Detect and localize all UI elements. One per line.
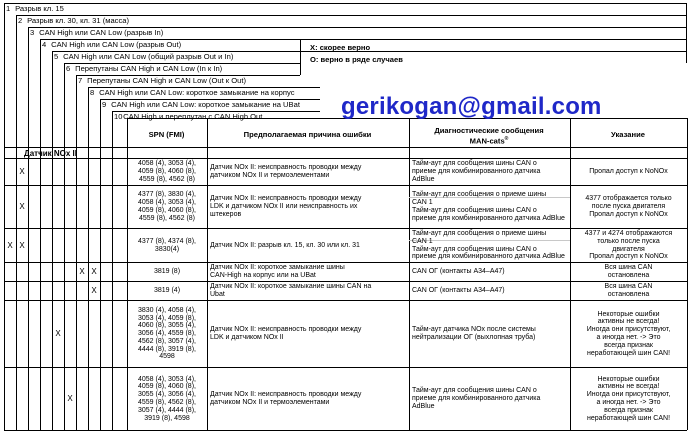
cause-cell: Датчик NOx II: неисправность проводки между датчиком NOx II и термоэлементами xyxy=(210,391,362,406)
spn-cell: 4058 (4), 3053 (4), 4059 (8), 4060 (8), 4559 (8), 4562 (8) xyxy=(138,160,196,183)
grid-line xyxy=(687,118,688,430)
fault-header-6 xyxy=(66,63,684,74)
cause-cell: Датчик NOx II: неисправность проводки между LDK и датчиком NOx II или неисправность их штекеров xyxy=(210,195,362,218)
spn-cell: 3830 (4), 4058 (4), 3053 (4), 4059 (8), 4060 (8), 3055 (4), 3056 (4), 4559 (8), 4562 (8), 3057 (4), 4444 (8), 3919 (8), 4598 xyxy=(138,306,196,361)
fault-header-number: 9 xyxy=(102,100,107,109)
fault-header-text: Разрыв кл. 30, кл. 31 (масса) xyxy=(25,16,130,25)
note-cell: Некоторые ошибки активны не всегда! Иногда они присутствуют, а иногда нет. -> Это всегда признак неработающей шин CAN! xyxy=(586,375,671,422)
fault-header-text: CAN High или CAN Low (общий разрыв Out и In) xyxy=(61,52,234,61)
note-cell: Вся шина CAN остановлена xyxy=(604,283,653,298)
fault-header-text: CAN High или CAN Low (разрыв Out) xyxy=(49,40,182,49)
fault-header-text: CAN High и переплутан с CAN High Out xyxy=(121,112,263,121)
fault-header-7 xyxy=(78,75,684,86)
grid-line xyxy=(4,3,5,430)
diagnostics-cell: Тайм-аут датчика NOx после системы нейтрализации ОГ (выхлопная труба) xyxy=(412,326,536,341)
cause-cell: Датчик NOx II: разрыв кл. 15, кл. 30 или кл. 31 xyxy=(210,241,360,249)
fault-mark: X xyxy=(91,267,97,276)
note-cell: Вся шина CAN остановлена xyxy=(604,264,653,279)
note-cell: 4377 отображается только после пуска двигателя Пропал доступ к NoNOx xyxy=(585,195,672,218)
fault-header-text: CAN High или CAN Low (разрыв In) xyxy=(37,28,164,37)
spn-cell: 4058 (4), 3053 (4), 4059 (8), 4060 (8), 3055 (4), 3056 (4), 4559 (8), 4562 (8), 3057 (4), 4444 (8), 3919 (8), 4598 xyxy=(138,375,196,422)
legend-o: O: верно в ряде случаев xyxy=(310,55,403,64)
fault-mark: X xyxy=(91,286,97,295)
watermark-email: gerikogan@gmail.com xyxy=(341,93,602,120)
grid-line xyxy=(4,147,687,148)
column-header-cause: Предполагаемая причина ошибки xyxy=(243,130,372,139)
fault-mark: X xyxy=(19,240,25,250)
fault-mark: X xyxy=(19,167,25,176)
spn-cell: 3819 (8) xyxy=(153,268,181,276)
spn-cell: 4377 (8), 4374 (8), 3830(4) xyxy=(138,237,196,253)
diagnostics-cell: CAN ОГ (контакты A34–A47) xyxy=(412,268,505,276)
cause-cell: Датчик NOx II: короткое замыкание шины CAN-High на корпус или на UBat xyxy=(210,264,345,279)
fault-header-number: 1 xyxy=(6,4,11,13)
section-title: Датчик NOx II xyxy=(24,149,77,158)
fault-header-number: 8 xyxy=(90,88,95,97)
grid-line xyxy=(686,3,687,63)
note-cell: Некоторые ошибки активны не всегда! Иногда они присутствуют, а иногда нет. -> Это всегда признак неработающей шин CAN! xyxy=(586,310,671,357)
grid-line xyxy=(88,87,89,430)
fault-header-text: Перепутаны CAN High и CAN Low (In к In) xyxy=(73,64,223,73)
grid-line xyxy=(40,39,41,430)
grid-line xyxy=(64,63,65,430)
fault-header-number: 10 xyxy=(114,112,123,121)
fault-header-1 xyxy=(6,3,684,14)
diagnostics-cell: CAN ОГ (контакты A34–A47) xyxy=(412,287,505,295)
column-header-diagnostics: Диагностические сообщения MAN-cats® xyxy=(434,126,544,146)
spn-cell: 4377 (8), 3830 (4), 4058 (4), 3053 (4), 4059 (8), 4060 (8), 4559 (8), 4562 (8) xyxy=(138,191,196,222)
fault-header-number: 7 xyxy=(78,76,83,85)
fault-mark: X xyxy=(19,202,25,211)
grid-line xyxy=(76,75,77,430)
fault-mark: X xyxy=(55,329,61,338)
fault-header-text: Разрыв кл. 15 xyxy=(13,4,64,13)
fault-mark: X xyxy=(79,267,85,276)
legend-x: X: скорее верно xyxy=(310,43,371,52)
diagnostics-cell: Тайм-аут для сообщения шины CAN о приеме для комбинированного датчика AdBlue xyxy=(412,160,541,183)
fault-header-2 xyxy=(18,15,684,26)
fault-header-number: 3 xyxy=(30,28,35,37)
diagnostics-cell: Тайм-аут для сообщения о приеме шины CAN 1 Тайм-аут для сообщения шины CAN о приеме для комбинированного датчика AdBlue xyxy=(412,191,565,222)
grid-line xyxy=(100,99,101,430)
note-cell: 4377 и 4274 отображаются только после пуска двигателя Пропал доступ к NoNOx xyxy=(584,229,673,261)
fault-header-text: Перепутаны CAN High и CAN Low (Out к Out) xyxy=(85,76,247,85)
spn-cell: 3819 (4) xyxy=(153,287,181,295)
fault-header-number: 6 xyxy=(66,64,71,73)
fault-header-3 xyxy=(30,27,684,38)
diagnostics-cell: Тайм-аут для сообщения о приеме шины CAN 1 Тайм-аут для сообщения шины CAN о приеме для комбинированного датчика AdBlue xyxy=(412,229,565,261)
fault-header-number: 5 xyxy=(54,52,59,61)
fault-header-number: 4 xyxy=(42,40,47,49)
cause-cell: Датчик NOx II: короткое замыкание шины CAN на Ubat xyxy=(210,283,372,298)
fault-mark: X xyxy=(67,394,73,403)
diagnostics-cell: Тайм-аут для сообщения шины CAN о приеме для комбинированного датчика AdBlue xyxy=(412,387,541,410)
grid-line xyxy=(52,51,53,430)
fault-header-number: 2 xyxy=(18,16,23,25)
column-header-note: Указание xyxy=(611,130,645,139)
column-header-spn: SPN (FMI) xyxy=(148,130,185,139)
note-cell: Пропал доступ к NoNOx xyxy=(589,168,668,176)
cause-cell: Датчик NOx II: неисправность проводки между LDK и датчиком NOx II xyxy=(210,326,362,341)
cause-cell: Датчик NOx II: неисправность проводки между датчиком NOx II и термоэлементами xyxy=(210,164,362,179)
fault-mark: X xyxy=(7,240,13,250)
fault-header-text: CAN High или CAN Low: короткое замыкание на корпус xyxy=(97,88,295,97)
fault-header-text: CAN High или CAN Low: короткое замыкание на UBat xyxy=(109,100,300,109)
